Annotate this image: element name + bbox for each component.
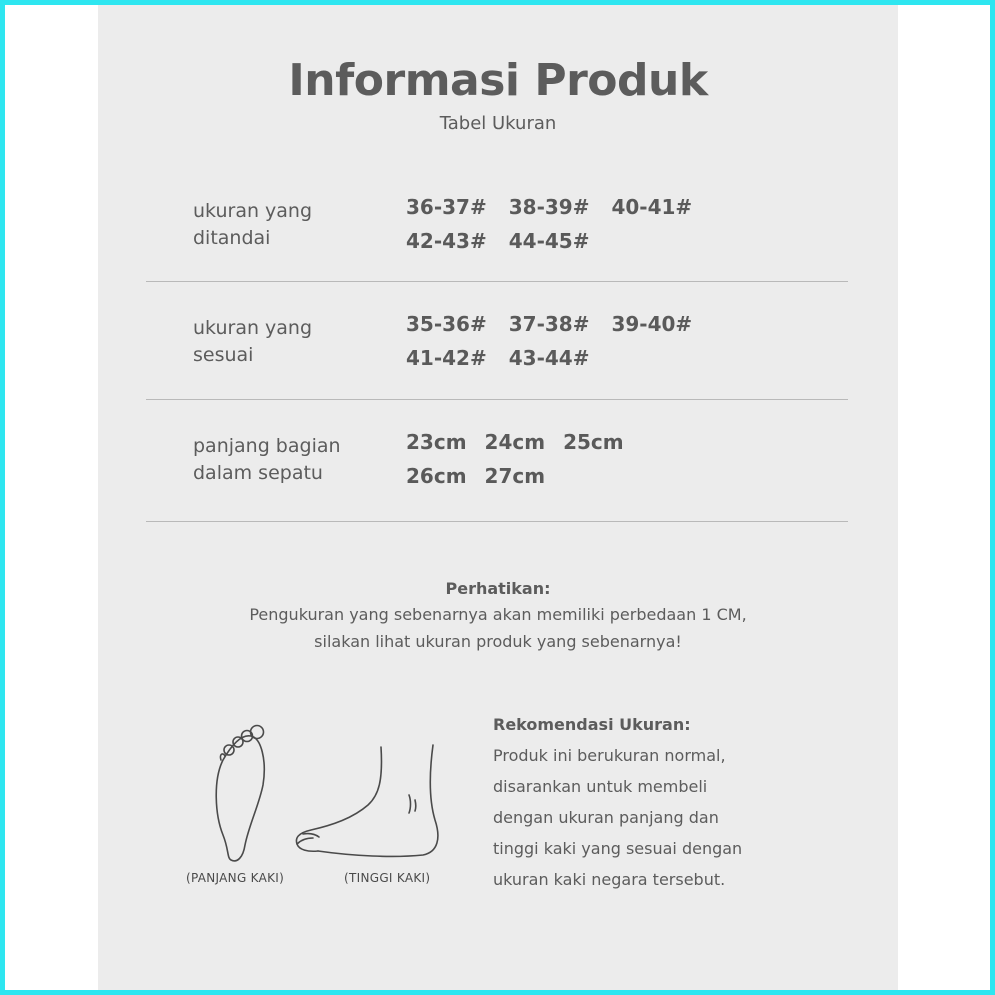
divider <box>146 399 848 400</box>
length-value: 26cm <box>406 464 467 488</box>
divider <box>146 281 848 282</box>
size-value: 40-41# <box>611 195 693 219</box>
page-subtitle: Tabel Ukuran <box>439 113 557 134</box>
recommendation-line: dengan ukuran panjang dan <box>493 808 719 827</box>
recommendation-line: Produk ini berukuran normal, <box>493 746 726 765</box>
size-info-panel <box>98 5 898 990</box>
row-label-line: ukuran yang <box>193 200 313 222</box>
caption-foot-height: (TINGGI KAKI) <box>344 871 431 885</box>
size-value: 43-44# <box>508 346 590 370</box>
row-label-line: ditandai <box>193 227 271 249</box>
size-value: 36-37# <box>406 195 487 219</box>
length-value: 24cm <box>484 430 546 454</box>
length-value: 27cm <box>484 464 546 488</box>
size-recommendation <box>493 710 813 895</box>
measurement-note <box>98 577 898 655</box>
length-value: 23cm <box>406 430 467 454</box>
foot-sole-icon <box>216 726 264 861</box>
row-label-line: sesuai <box>193 344 254 366</box>
note-line: silakan lihat ukuran produk yang sebenarnya! <box>314 632 682 651</box>
caption-foot-length: (PANJANG KAKI) <box>186 871 285 885</box>
row-label-line: ukuran yang <box>193 317 313 339</box>
size-value: 44-45# <box>508 229 590 253</box>
size-value: 37-38# <box>508 312 590 336</box>
recommendation-line: disarankan untuk membeli <box>493 777 708 796</box>
row-values-inner-length <box>406 430 666 488</box>
size-value: 35-36# <box>406 312 487 336</box>
foot-side-icon <box>296 745 437 856</box>
page-title: Informasi Produk <box>288 55 708 106</box>
note-line: Pengukuran yang sebenarnya akan memiliki perbedaan 1 CM, <box>249 605 747 624</box>
size-value: 42-43# <box>406 229 487 253</box>
divider <box>146 521 848 522</box>
row-label-inner-length <box>193 433 383 487</box>
row-values-marked-size <box>406 195 766 253</box>
row-label-fit-size <box>193 315 383 369</box>
row-values-fit-size <box>406 312 766 370</box>
row-label-line: panjang bagian <box>193 435 341 457</box>
length-value: 25cm <box>563 430 624 454</box>
recommendation-line: tinggi kaki yang sesuai dengan <box>493 839 743 858</box>
note-title: Perhatikan: <box>445 579 551 598</box>
recommendation-title: Rekomendasi Ukuran: <box>493 715 691 734</box>
row-label-marked-size <box>193 198 383 252</box>
recommendation-line: ukuran kaki negara tersebut. <box>493 870 726 889</box>
size-value: 41-42# <box>406 346 487 370</box>
size-value: 38-39# <box>508 195 590 219</box>
size-value: 39-40# <box>611 312 693 336</box>
row-label-line: dalam sepatu <box>193 462 323 484</box>
